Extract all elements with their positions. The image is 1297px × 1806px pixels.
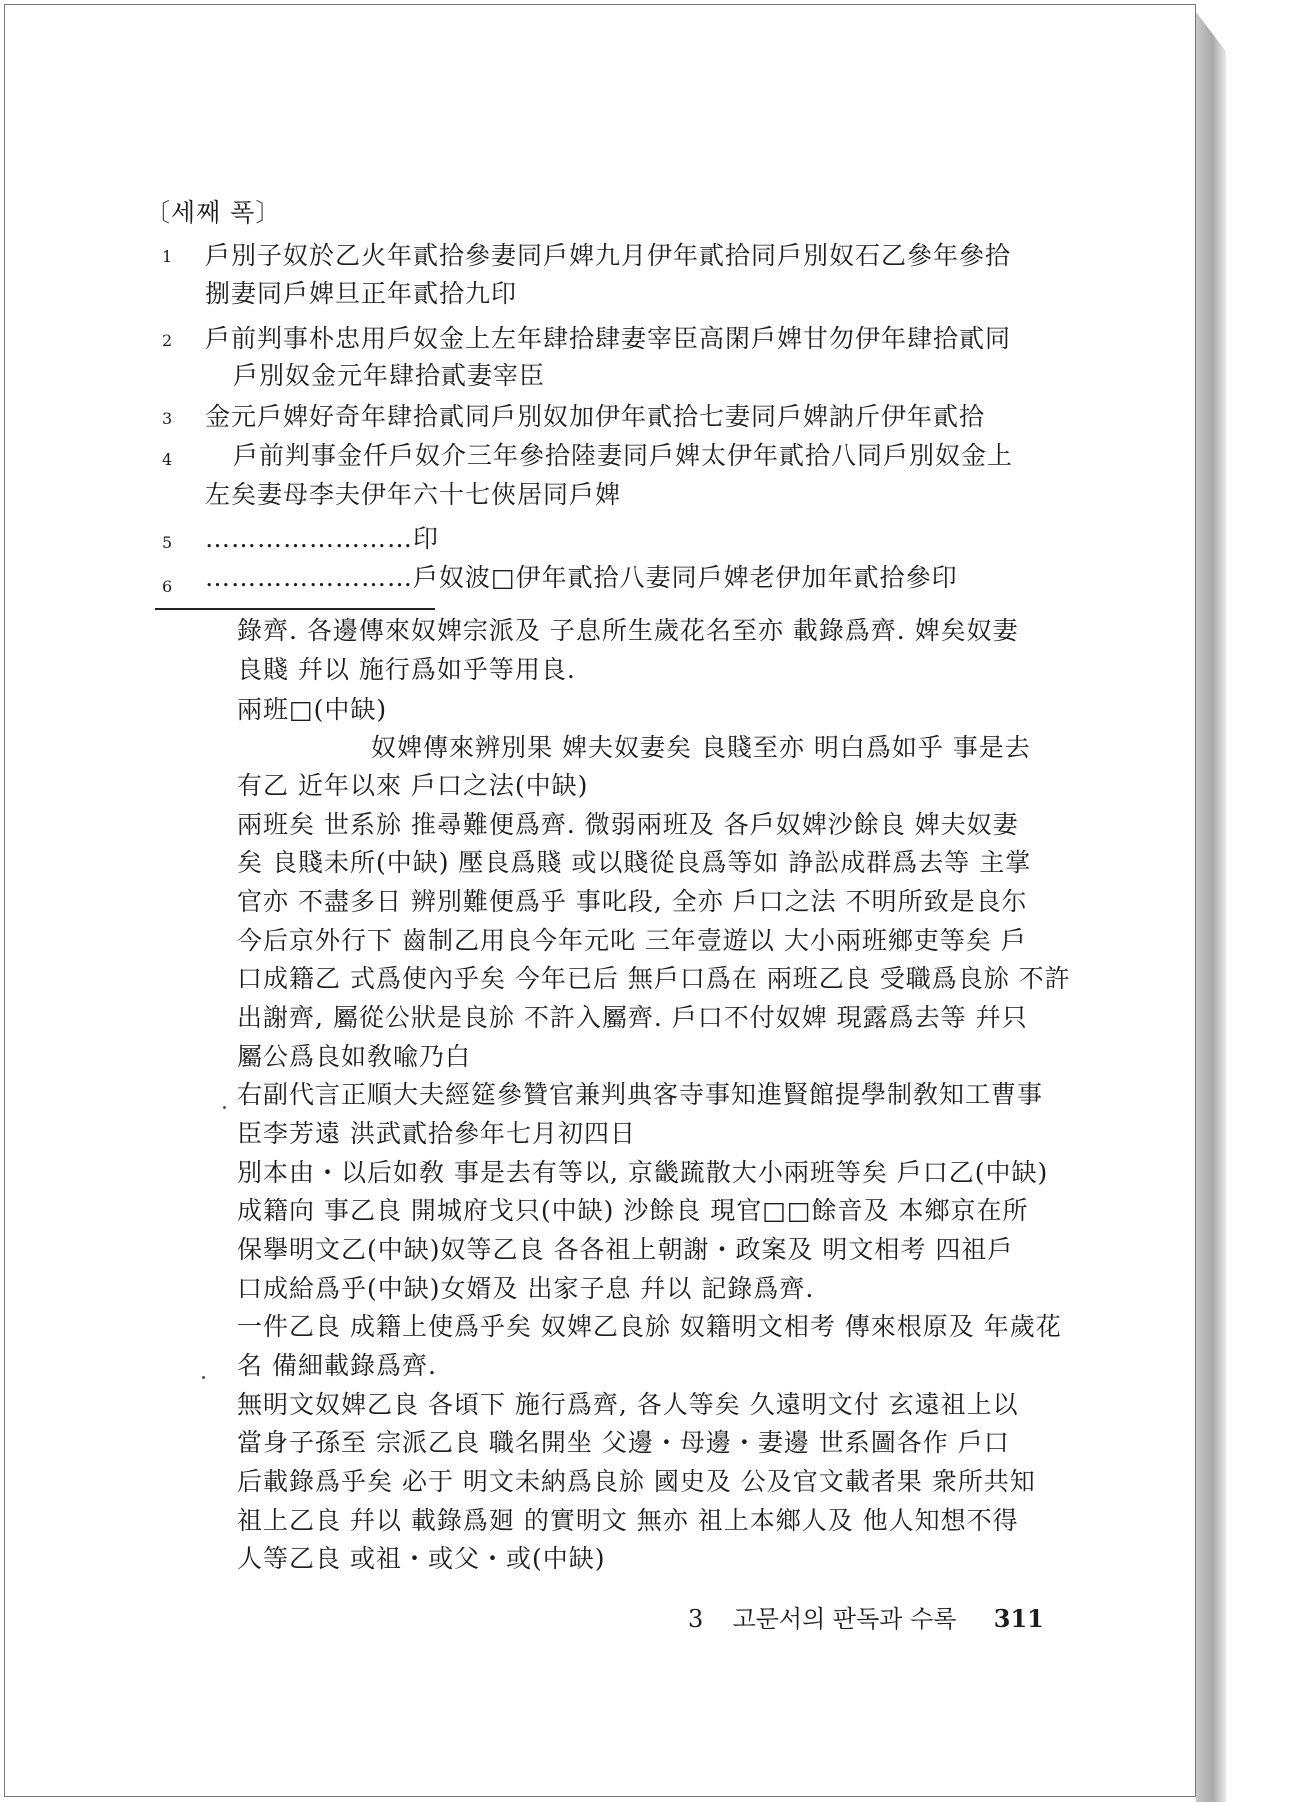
document-page [4,4,1196,1797]
page-number: 311 [993,1604,1044,1633]
body-line: 后載錄爲乎矣 必于 明文未納爲良㫆 國史及 公及官文載者果 衆所共知 [237,1467,1036,1496]
page-footer [688,1604,1044,1634]
scan-speck [202,1376,205,1379]
body-line: 今后京外行下 齒制乙用良今年元叱 三年壹遊以 大小兩班鄉吏等矣 戶 [237,926,1027,955]
body-line: 臣李芳遠 洪武貳拾參年七月初四日 [237,1119,636,1148]
body-line: 兩班□(中缺) [237,695,388,724]
scan-speck [223,1106,226,1109]
body-line: 祖上乙良 幷以 載錄爲㢠 的實明文 無亦 祖上本鄉人及 他人知想不得 [237,1506,1019,1535]
page-edge [1196,12,1226,1802]
transcription-line: 金元戶婢好奇年肆拾貳同戶別奴加伊年貳拾七妻同戶婢訥斤伊年貳拾 [205,402,986,431]
body-line: 人等乙良 或祖・或父・或(中缺) [237,1544,606,1573]
transcription-line: 捌妻同戶婢旦正年貳拾九印 [205,279,518,308]
transcription-line: ……………………印 [205,524,440,553]
body-line: 一件乙良 成籍上使爲乎矣 奴婢乙良㫆 奴籍明文相考 傳來根原及 年歲花 [237,1312,1062,1341]
divider-rule [155,608,435,610]
body-line: 口成給爲乎(中缺)女婿及 出家子息 幷以 記錄爲齊. [237,1274,815,1303]
body-line: 無明文奴婢乙良 各頃下 施行爲齊, 各人等矣 久遠明文付 玄遠祖上以 [237,1390,1019,1419]
line-number: 1 [162,247,173,266]
body-line: 官亦 不盡多日 辨別難便爲乎 事叱段, 全亦 戶口之法 不明所致是良尓 [237,887,1028,916]
transcription-line: 戶前判事朴忠用戶奴金上左年肆拾肆妻宰臣高閑戶婢甘勿伊年肆拾貳同 [205,324,1012,353]
body-line: 名 備細載錄爲齊. [237,1351,437,1380]
body-line: 口成籍乙 式爲使內乎矣 今年已后 無戶口爲在 兩班乙良 受職爲良㫆 不許 [237,964,1071,993]
transcription-line: 左矣妻母李夫伊年六十七俠居同戶婢 [205,480,622,509]
body-line: 矣 良賤未所(中缺) 壓良爲賤 或以賤從良爲等如 諍訟成群爲去等 主掌 [237,848,1032,877]
footer-chapter-title: 고문서의 판독과 수록 [732,1605,957,1633]
line-number: 5 [162,533,173,552]
body-line: 奴婢傳來辨別果 婢夫奴妻矣 良賤至亦 明白爲如乎 事是去 [371,733,1031,762]
body-line: 良賤 幷以 施行爲如乎等用良. [237,655,576,684]
transcription-line: 戶別奴金元年肆拾貳妻宰臣 [233,361,546,390]
body-line: 保擧明文乙(中缺)奴等乙良 各各祖上朝謝・政案及 明文相考 四祖戶 [237,1235,1014,1264]
section-heading: 〔세째 폭〕 [145,198,282,227]
line-number: 4 [162,450,173,469]
line-number: 2 [162,331,173,350]
line-number: 6 [162,577,173,596]
body-line: 成籍向 事乙良 開城府戈只(中缺) 沙餘良 現官□□餘音及 本鄉京在所 [237,1196,1029,1225]
body-line: 別本由・以后如敎 事是去有等以, 京畿䟽散大小兩班等矣 戶口乙(中缺) [237,1158,1049,1187]
body-line: 當身子孫至 宗派乙良 職名開坐 父邊・母邊・妻邊 世系圖各作 戶口 [237,1428,1010,1457]
transcription-line: 戶前判事金仟戶奴介三年參拾陸妻同戶婢太伊年貳拾八同戶別奴金上 [233,441,1014,470]
body-line: 出謝齊, 屬從公狀是良㫆 不許入屬齊. 戶口不付奴婢 現露爲去等 幷只 [237,1003,1028,1032]
transcription-line: 戶別子奴於乙火年貳拾參妻同戶婢九月伊年貳拾同戶別奴石乙參年參拾 [205,241,1012,270]
transcription-line: ……………………戶奴波□伊年貳拾八妻同戶婢老伊加年貳拾參印 [205,563,958,592]
line-number: 3 [162,409,173,428]
body-line: 兩班矣 世系㫆 推尋難便爲齊. 微弱兩班及 各戶奴婢沙餘良 婢夫奴妻 [237,810,1019,839]
body-line: 屬公爲良如敎喩乃白 [237,1042,472,1071]
body-line: 有乙 近年以來 戶口之法(中缺) [237,771,589,800]
body-line: 錄齊. 各邊傳來奴婢宗派及 子息所生歲花名至亦 載錄爲齊. 婢矣奴妻 [237,616,1019,645]
footer-chapter-number: 3 [688,1605,704,1633]
body-line: 右副代言正順大夫經筵參贊官兼判典客寺事知進賢館提學制敎知工曹事 [237,1080,1044,1109]
